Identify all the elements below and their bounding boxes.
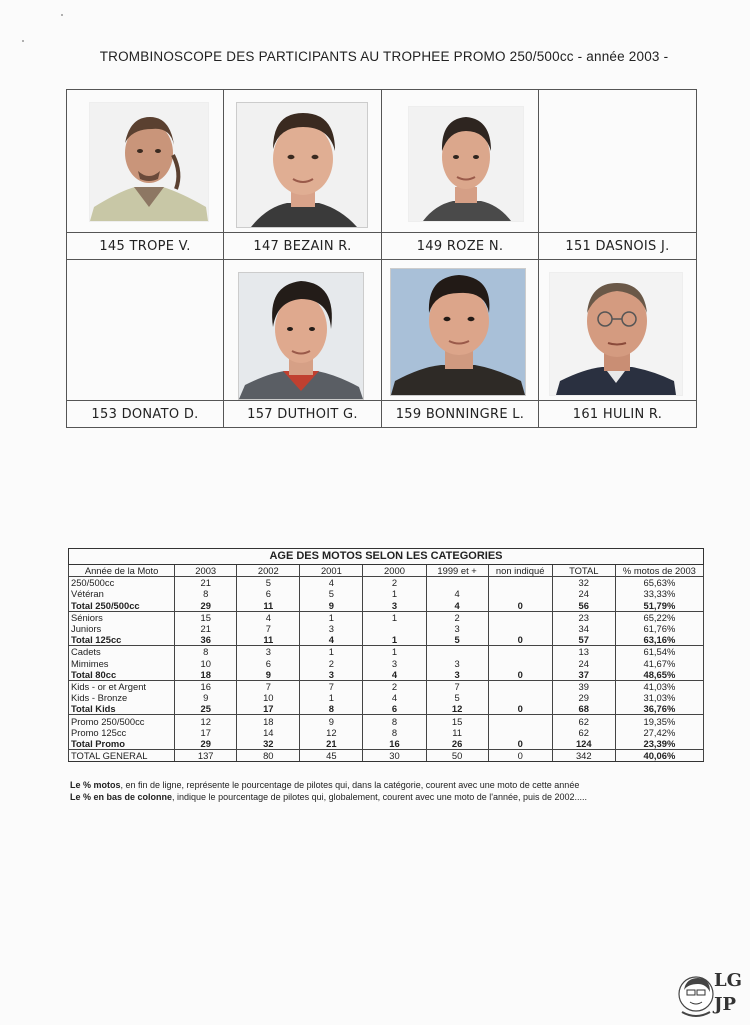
value-cell: 30 — [363, 750, 426, 762]
participant-label: 149 ROZE N. — [382, 233, 539, 260]
value-cell — [488, 727, 552, 738]
value-cell: 6 — [237, 658, 300, 669]
note-bold: Le % motos — [70, 780, 121, 790]
value-cell: 24 — [552, 658, 615, 669]
column-header: non indiqué — [488, 565, 552, 577]
row-label: Juniors — [69, 623, 175, 634]
value-cell: 50 — [426, 750, 488, 762]
value-cell: 2 — [363, 680, 426, 692]
value-cell: 2 — [426, 611, 488, 623]
percent-cell: 51,79% — [615, 600, 703, 612]
participant-photo — [89, 102, 209, 222]
row-label: Séniors — [69, 611, 175, 623]
logo-letters-top: LG — [714, 970, 743, 991]
value-cell: 0 — [488, 634, 552, 646]
table-row — [69, 715, 704, 727]
value-cell — [488, 646, 552, 658]
value-cell: 3 — [300, 669, 363, 681]
value-cell: 1 — [363, 588, 426, 599]
logo-letters-bottom: JP — [714, 994, 737, 1015]
value-cell: 8 — [300, 703, 363, 715]
column-header: % motos de 2003 — [615, 565, 703, 577]
value-cell: 3 — [426, 623, 488, 634]
value-cell: 29 — [552, 692, 615, 703]
value-cell: 56 — [552, 600, 615, 612]
value-cell: 29 — [175, 600, 237, 612]
row-label: Kids - or et Argent — [69, 680, 175, 692]
value-cell: 8 — [363, 727, 426, 738]
note-line-2 — [70, 792, 587, 802]
table-row — [69, 623, 704, 634]
note-bold: Le % en bas de colonne — [70, 792, 173, 802]
value-cell: 3 — [426, 658, 488, 669]
table-row — [69, 658, 704, 669]
participant-label: 161 HULIN R. — [539, 401, 697, 428]
photo-cell-147 — [224, 90, 382, 233]
value-cell: 3 — [363, 600, 426, 612]
photo-cell-153-empty — [67, 260, 224, 401]
value-cell: 16 — [175, 680, 237, 692]
value-cell — [488, 588, 552, 599]
value-cell: 17 — [175, 727, 237, 738]
percent-cell: 48,65% — [615, 669, 703, 681]
value-cell: 4 — [363, 692, 426, 703]
value-cell — [426, 577, 488, 589]
value-cell — [426, 646, 488, 658]
table-row — [69, 727, 704, 738]
row-label: Total Kids — [69, 703, 175, 715]
lgjp-logo — [676, 968, 746, 1020]
participant-label: 159 BONNINGRE L. — [382, 401, 539, 428]
value-cell: 0 — [488, 703, 552, 715]
column-header: 1999 et + — [426, 565, 488, 577]
value-cell: 1 — [363, 634, 426, 646]
value-cell: 21 — [300, 738, 363, 750]
column-header: 2000 — [363, 565, 426, 577]
value-cell — [488, 611, 552, 623]
value-cell: 21 — [175, 623, 237, 634]
table-row — [69, 703, 704, 715]
photo-cell-151-empty — [539, 90, 697, 233]
value-cell: 12 — [426, 703, 488, 715]
value-cell: 5 — [426, 692, 488, 703]
value-cell: 3 — [426, 669, 488, 681]
column-header: TOTAL — [552, 565, 615, 577]
value-cell: 57 — [552, 634, 615, 646]
value-cell: 3 — [237, 646, 300, 658]
value-cell: 4 — [237, 611, 300, 623]
note-text: , indique le pourcentage de pilotes qui, globalement, courent avec une moto de l'année, puis de 2002..... — [172, 792, 588, 802]
value-cell: 34 — [552, 623, 615, 634]
percent-cell: 27,42% — [615, 727, 703, 738]
photo-cell-149 — [382, 90, 539, 233]
value-cell: 124 — [552, 738, 615, 750]
value-cell: 62 — [552, 727, 615, 738]
value-cell: 26 — [426, 738, 488, 750]
value-cell: 1 — [300, 646, 363, 658]
value-cell: 4 — [300, 577, 363, 589]
value-cell: 2 — [363, 577, 426, 589]
value-cell: 7 — [426, 680, 488, 692]
table-row — [69, 588, 704, 599]
row-label: Promo 125cc — [69, 727, 175, 738]
row-label: 250/500cc — [69, 577, 175, 589]
value-cell: 24 — [552, 588, 615, 599]
row-label: Vétéran — [69, 588, 175, 599]
value-cell: 12 — [300, 727, 363, 738]
table-row — [69, 692, 704, 703]
row-label: Mimimes — [69, 658, 175, 669]
percent-cell: 41,03% — [615, 680, 703, 692]
percent-cell: 41,67% — [615, 658, 703, 669]
participants-grid — [66, 89, 697, 428]
value-cell: 45 — [300, 750, 363, 762]
percent-cell: 19,35% — [615, 715, 703, 727]
value-cell: 4 — [426, 600, 488, 612]
value-cell: 36 — [175, 634, 237, 646]
table-row — [69, 750, 704, 762]
note-line-1 — [70, 780, 579, 790]
value-cell: 0 — [488, 600, 552, 612]
table-row — [69, 738, 704, 750]
value-cell: 18 — [175, 669, 237, 681]
value-cell: 68 — [552, 703, 615, 715]
table-row — [69, 611, 704, 623]
value-cell: 1 — [363, 646, 426, 658]
value-cell: 137 — [175, 750, 237, 762]
value-cell: 7 — [237, 623, 300, 634]
value-cell: 3 — [300, 623, 363, 634]
table-row — [69, 646, 704, 658]
value-cell: 10 — [237, 692, 300, 703]
row-label: Total Promo — [69, 738, 175, 750]
value-cell: 13 — [552, 646, 615, 658]
table-caption: AGE DES MOTOS SELON LES CATEGORIES — [69, 549, 704, 565]
value-cell: 15 — [426, 715, 488, 727]
value-cell — [488, 692, 552, 703]
value-cell: 32 — [237, 738, 300, 750]
value-cell: 37 — [552, 669, 615, 681]
participant-label: 157 DUTHOIT G. — [224, 401, 382, 428]
participant-photo — [408, 106, 524, 222]
page-title: TROMBINOSCOPE DES PARTICIPANTS AU TROPHEE PROMO 250/500cc - année 2003 - — [99, 49, 669, 64]
percent-cell: 65,22% — [615, 611, 703, 623]
moto-age-table — [68, 548, 704, 762]
value-cell: 6 — [363, 703, 426, 715]
participant-photo — [549, 272, 683, 396]
percent-cell: 65,63% — [615, 577, 703, 589]
photo-cell-157 — [224, 260, 382, 401]
row-label: Kids - Bronze — [69, 692, 175, 703]
participant-label: 153 DONATO D. — [67, 401, 224, 428]
percent-cell: 61,54% — [615, 646, 703, 658]
value-cell — [363, 623, 426, 634]
value-cell: 21 — [175, 577, 237, 589]
percent-cell: 31,03% — [615, 692, 703, 703]
table-row — [69, 577, 704, 589]
row-label: Promo 250/500cc — [69, 715, 175, 727]
value-cell — [488, 680, 552, 692]
value-cell: 6 — [237, 588, 300, 599]
participant-photo — [238, 272, 364, 400]
percent-cell: 33,33% — [615, 588, 703, 599]
value-cell: 5 — [426, 634, 488, 646]
participant-label: 147 BEZAIN R. — [224, 233, 382, 260]
value-cell: 14 — [237, 727, 300, 738]
value-cell: 8 — [175, 646, 237, 658]
row-label: TOTAL GENERAL — [69, 750, 175, 762]
percent-cell: 40,06% — [615, 750, 703, 762]
row-label: Total 125cc — [69, 634, 175, 646]
percent-cell: 63,16% — [615, 634, 703, 646]
table-row — [69, 680, 704, 692]
row-label: Total 250/500cc — [69, 600, 175, 612]
percent-cell: 61,76% — [615, 623, 703, 634]
photo-cell-161 — [539, 260, 697, 401]
value-cell: 1 — [363, 611, 426, 623]
value-cell: 8 — [175, 588, 237, 599]
value-cell: 7 — [237, 680, 300, 692]
value-cell — [488, 715, 552, 727]
value-cell: 12 — [175, 715, 237, 727]
value-cell: 7 — [300, 680, 363, 692]
value-cell: 23 — [552, 611, 615, 623]
value-cell: 11 — [237, 600, 300, 612]
value-cell: 11 — [237, 634, 300, 646]
value-cell: 2 — [300, 658, 363, 669]
value-cell — [488, 658, 552, 669]
value-cell: 5 — [300, 588, 363, 599]
row-label: Cadets — [69, 646, 175, 658]
participant-label: 145 TROPE V. — [67, 233, 224, 260]
value-cell: 25 — [175, 703, 237, 715]
column-header: 2001 — [300, 565, 363, 577]
value-cell: 39 — [552, 680, 615, 692]
value-cell: 1 — [300, 611, 363, 623]
value-cell: 9 — [300, 600, 363, 612]
value-cell: 11 — [426, 727, 488, 738]
table-row — [69, 634, 704, 646]
column-header: 2002 — [237, 565, 300, 577]
column-header: Année de la Moto — [69, 565, 175, 577]
percent-cell: 23,39% — [615, 738, 703, 750]
participant-photo — [390, 268, 526, 396]
value-cell: 16 — [363, 738, 426, 750]
value-cell: 18 — [237, 715, 300, 727]
value-cell: 1 — [300, 692, 363, 703]
value-cell: 80 — [237, 750, 300, 762]
value-cell: 62 — [552, 715, 615, 727]
table-row — [69, 669, 704, 681]
photo-cell-159 — [382, 260, 539, 401]
value-cell: 32 — [552, 577, 615, 589]
value-cell: 4 — [363, 669, 426, 681]
participant-photo — [236, 102, 368, 228]
value-cell: 0 — [488, 750, 552, 762]
note-text: , en fin de ligne, représente le pourcentage de pilotes qui, dans la catégorie, courent avec une moto de cette année — [120, 780, 580, 790]
value-cell: 0 — [488, 738, 552, 750]
value-cell: 5 — [237, 577, 300, 589]
column-header: 2003 — [175, 565, 237, 577]
value-cell: 4 — [300, 634, 363, 646]
value-cell: 342 — [552, 750, 615, 762]
value-cell: 9 — [237, 669, 300, 681]
value-cell: 29 — [175, 738, 237, 750]
participant-label: 151 DASNOIS J. — [539, 233, 697, 260]
value-cell — [488, 623, 552, 634]
value-cell: 9 — [300, 715, 363, 727]
value-cell: 15 — [175, 611, 237, 623]
value-cell: 3 — [363, 658, 426, 669]
value-cell: 10 — [175, 658, 237, 669]
table-row — [69, 600, 704, 612]
photo-cell-145 — [67, 90, 224, 233]
value-cell — [488, 577, 552, 589]
value-cell: 17 — [237, 703, 300, 715]
row-label: Total 80cc — [69, 669, 175, 681]
percent-cell: 36,76% — [615, 703, 703, 715]
value-cell: 0 — [488, 669, 552, 681]
value-cell: 9 — [175, 692, 237, 703]
value-cell: 4 — [426, 588, 488, 599]
value-cell: 8 — [363, 715, 426, 727]
